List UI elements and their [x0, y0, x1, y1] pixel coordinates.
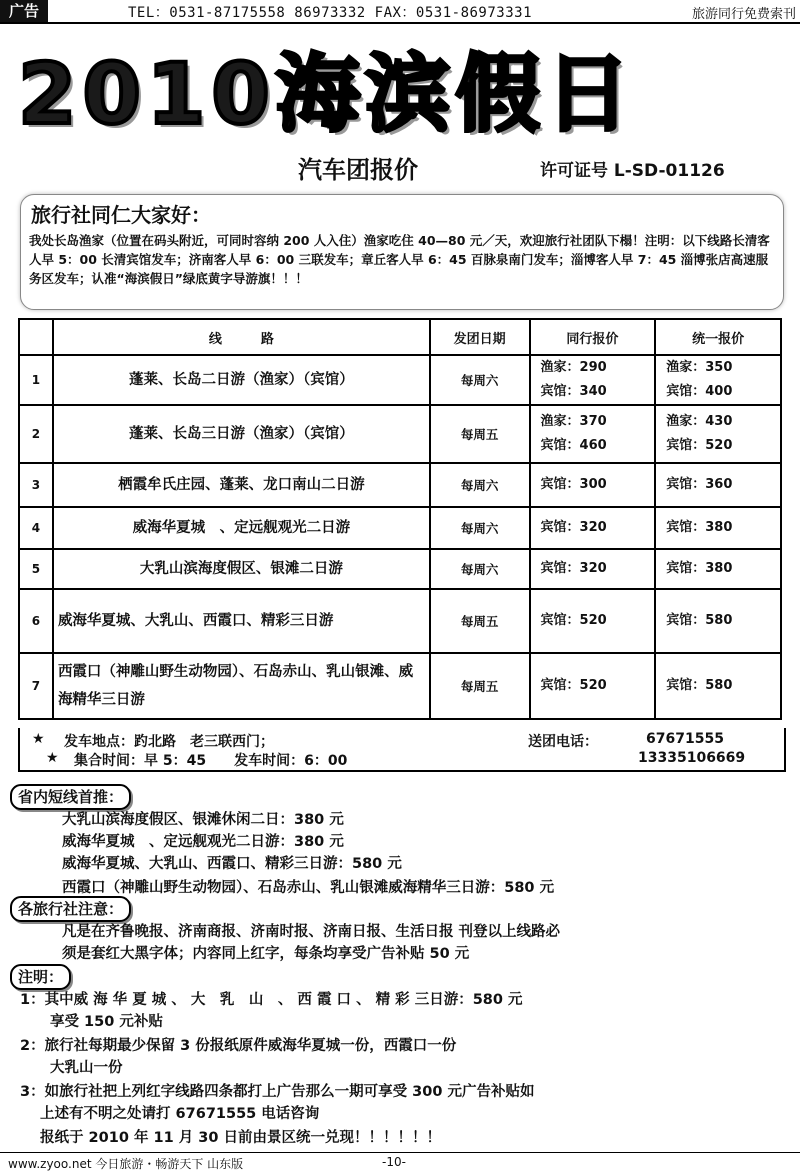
row-index: 2 — [19, 405, 53, 463]
header-unified-price: 统一报价 — [655, 319, 781, 355]
peer-price: 宾馆：520 — [530, 653, 656, 719]
departure-info — [18, 728, 786, 772]
table-row — [19, 549, 781, 589]
unified-price: 宾馆：380 — [655, 549, 781, 589]
greeting-box — [20, 194, 784, 310]
mobile-number: 13335106669 — [638, 750, 746, 766]
free-note: 旅游同行免费索刊 — [691, 7, 796, 22]
header-index — [19, 319, 53, 355]
unified-price: 宾馆：580 — [655, 589, 781, 653]
route-date: 每周五 — [430, 653, 530, 719]
peer-price: 宾馆：520 — [530, 589, 656, 653]
peer-price — [530, 405, 656, 463]
peer-price: 宾馆：300 — [530, 463, 656, 507]
header-peer-price: 同行报价 — [530, 319, 656, 355]
phone-number: 67671555 — [646, 731, 724, 747]
note-line: 大乳山一份 — [50, 1060, 123, 1076]
row-index: 1 — [19, 355, 53, 405]
price-line: 渔家：370 — [540, 414, 607, 429]
note-line: 3：如旅行社把上列红字线路四条都打上广告那么一期可享受 300 元广告补贴如 — [20, 1084, 535, 1100]
note-line: 报纸于 2010 年 11 月 30 日前由景区统一兑现！！！！！！ — [40, 1130, 441, 1146]
price-line: 宾馆：400 — [666, 384, 733, 399]
row-index: 4 — [19, 507, 53, 549]
peer-price: 宾馆：320 — [530, 549, 656, 589]
table-row — [19, 463, 781, 507]
page-number: -10- — [382, 1155, 406, 1169]
row-index: 6 — [19, 589, 53, 653]
permit-number: 许可证号 L-SD-01126 — [540, 161, 725, 181]
route-date: 每周六 — [430, 549, 530, 589]
table-row — [19, 507, 781, 549]
peer-price: 宾馆：320 — [530, 507, 656, 549]
table-row — [19, 589, 781, 653]
row-index: 7 — [19, 653, 53, 719]
phone-label: 送团电话： — [528, 734, 598, 750]
greeting-body: 我处长岛渔家（位置在码头附近，可同时容纳 200 人入住）渔家吃住 40—80 元／天，欢迎旅行社团队下榻！注明：以下线路长清客人早 5：00 长清宾馆发车；济南客人早 6：00 三联发车；章丘客人早 6：45 百脉泉南门发车；淄博客人早 7：45 淄博张店高速服务区发车；认准“海滨假日”绿底黄字导游旗！！！ — [29, 233, 770, 286]
agency-notice-line: 凡是在齐鲁晚报、济南商报、济南时报、济南日报、生活日报 刊登以上线路必 — [62, 924, 561, 940]
route-date: 每周五 — [430, 589, 530, 653]
route-date: 每周六 — [430, 507, 530, 549]
short-route-item: 大乳山滨海度假区、银滩休闲二日：380 元 — [62, 812, 344, 828]
table-row — [19, 653, 781, 719]
route-date: 每周五 — [430, 405, 530, 463]
price-line: 渔家：350 — [666, 360, 733, 375]
departure-time: 集合时间：早 5：45 发车时间：6：00 — [74, 753, 348, 769]
star-icon: ★ — [46, 750, 59, 766]
note-line: 1：其中威 海 华 夏 城 、 大 乳 山 、 西 霞 口 、 精 彩 三日游：580 元 — [20, 992, 523, 1008]
unified-price: 宾馆：380 — [655, 507, 781, 549]
short-route-item: 威海华夏城 、定远舰观光二日游：380 元 — [62, 834, 344, 850]
agency-notice-heading: 各旅行社注意： — [10, 896, 131, 922]
notes-heading: 注明： — [10, 964, 71, 990]
unified-price — [655, 405, 781, 463]
route-name: 威海华夏城 、定远舰观光二日游 — [53, 507, 430, 549]
price-line: 渔家：430 — [666, 414, 733, 429]
unified-price: 宾馆：360 — [655, 463, 781, 507]
peer-price — [530, 355, 656, 405]
unified-price — [655, 355, 781, 405]
short-route-item: 威海华夏城、大乳山、西霞口、精彩三日游：580 元 — [62, 856, 402, 872]
greeting-heading: 旅行社同仁大家好： — [31, 203, 211, 227]
contact-line: TEL：0531-87175558 86973332 FAX：0531-86973331 — [128, 5, 533, 21]
route-name: 蓬莱、长岛二日游（渔家）（宾馆） — [53, 355, 430, 405]
route-date: 每周六 — [430, 355, 530, 405]
price-line: 渔家：290 — [540, 360, 607, 375]
short-route-item: 西霞口（神雕山野生动物园）、石岛赤山、乳山银滩威海精华三日游：580 元 — [62, 880, 555, 896]
page-title: 2010海滨假日 — [18, 45, 636, 143]
footer — [0, 1152, 800, 1172]
short-routes-heading: 省内短线首推： — [10, 784, 131, 810]
departure-location: 发车地点：趵北路 老三联西门； — [64, 734, 274, 750]
route-name: 栖霞牟氏庄园、蓬莱、龙口南山二日游 — [53, 463, 430, 507]
route-name: 大乳山滨海度假区、银滩二日游 — [53, 549, 430, 589]
top-bar — [0, 0, 800, 24]
footer-site: www.zyoo.net 今日旅游・畅游天下 山东版 — [8, 1157, 244, 1171]
ad-tag: 广告 — [0, 0, 48, 22]
note-line: 上述有不明之处请打 67671555 电话咨询 — [40, 1106, 320, 1122]
unified-price: 宾馆：580 — [655, 653, 781, 719]
route-table — [18, 318, 782, 720]
row-index: 3 — [19, 463, 53, 507]
route-name: 西霞口（神雕山野生动物园）、石岛赤山、乳山银滩、威海精华三日游 — [53, 653, 430, 719]
route-name: 威海华夏城、大乳山、西霞口、精彩三日游 — [53, 589, 430, 653]
star-icon: ★ — [32, 731, 45, 747]
header-route: 线 路 — [53, 319, 430, 355]
price-line: 宾馆：460 — [540, 438, 607, 453]
table-row — [19, 405, 781, 463]
price-line: 宾馆：340 — [540, 384, 607, 399]
price-line: 宾馆：520 — [666, 438, 733, 453]
route-date: 每周六 — [430, 463, 530, 507]
header-date: 发团日期 — [430, 319, 530, 355]
subtitle: 汽车团报价 — [298, 156, 418, 184]
note-line: 享受 150 元补贴 — [50, 1014, 163, 1030]
row-index: 5 — [19, 549, 53, 589]
note-line: 2：旅行社每期最少保留 3 份报纸原件威海华夏城一份，西霞口一份 — [20, 1038, 457, 1054]
table-header-row — [19, 319, 781, 355]
agency-notice-line: 须是套红大黑字体；内容同上红字，每条均享受广告补贴 50 元 — [62, 946, 470, 962]
route-name: 蓬莱、长岛三日游（渔家）（宾馆） — [53, 405, 430, 463]
table-row — [19, 355, 781, 405]
